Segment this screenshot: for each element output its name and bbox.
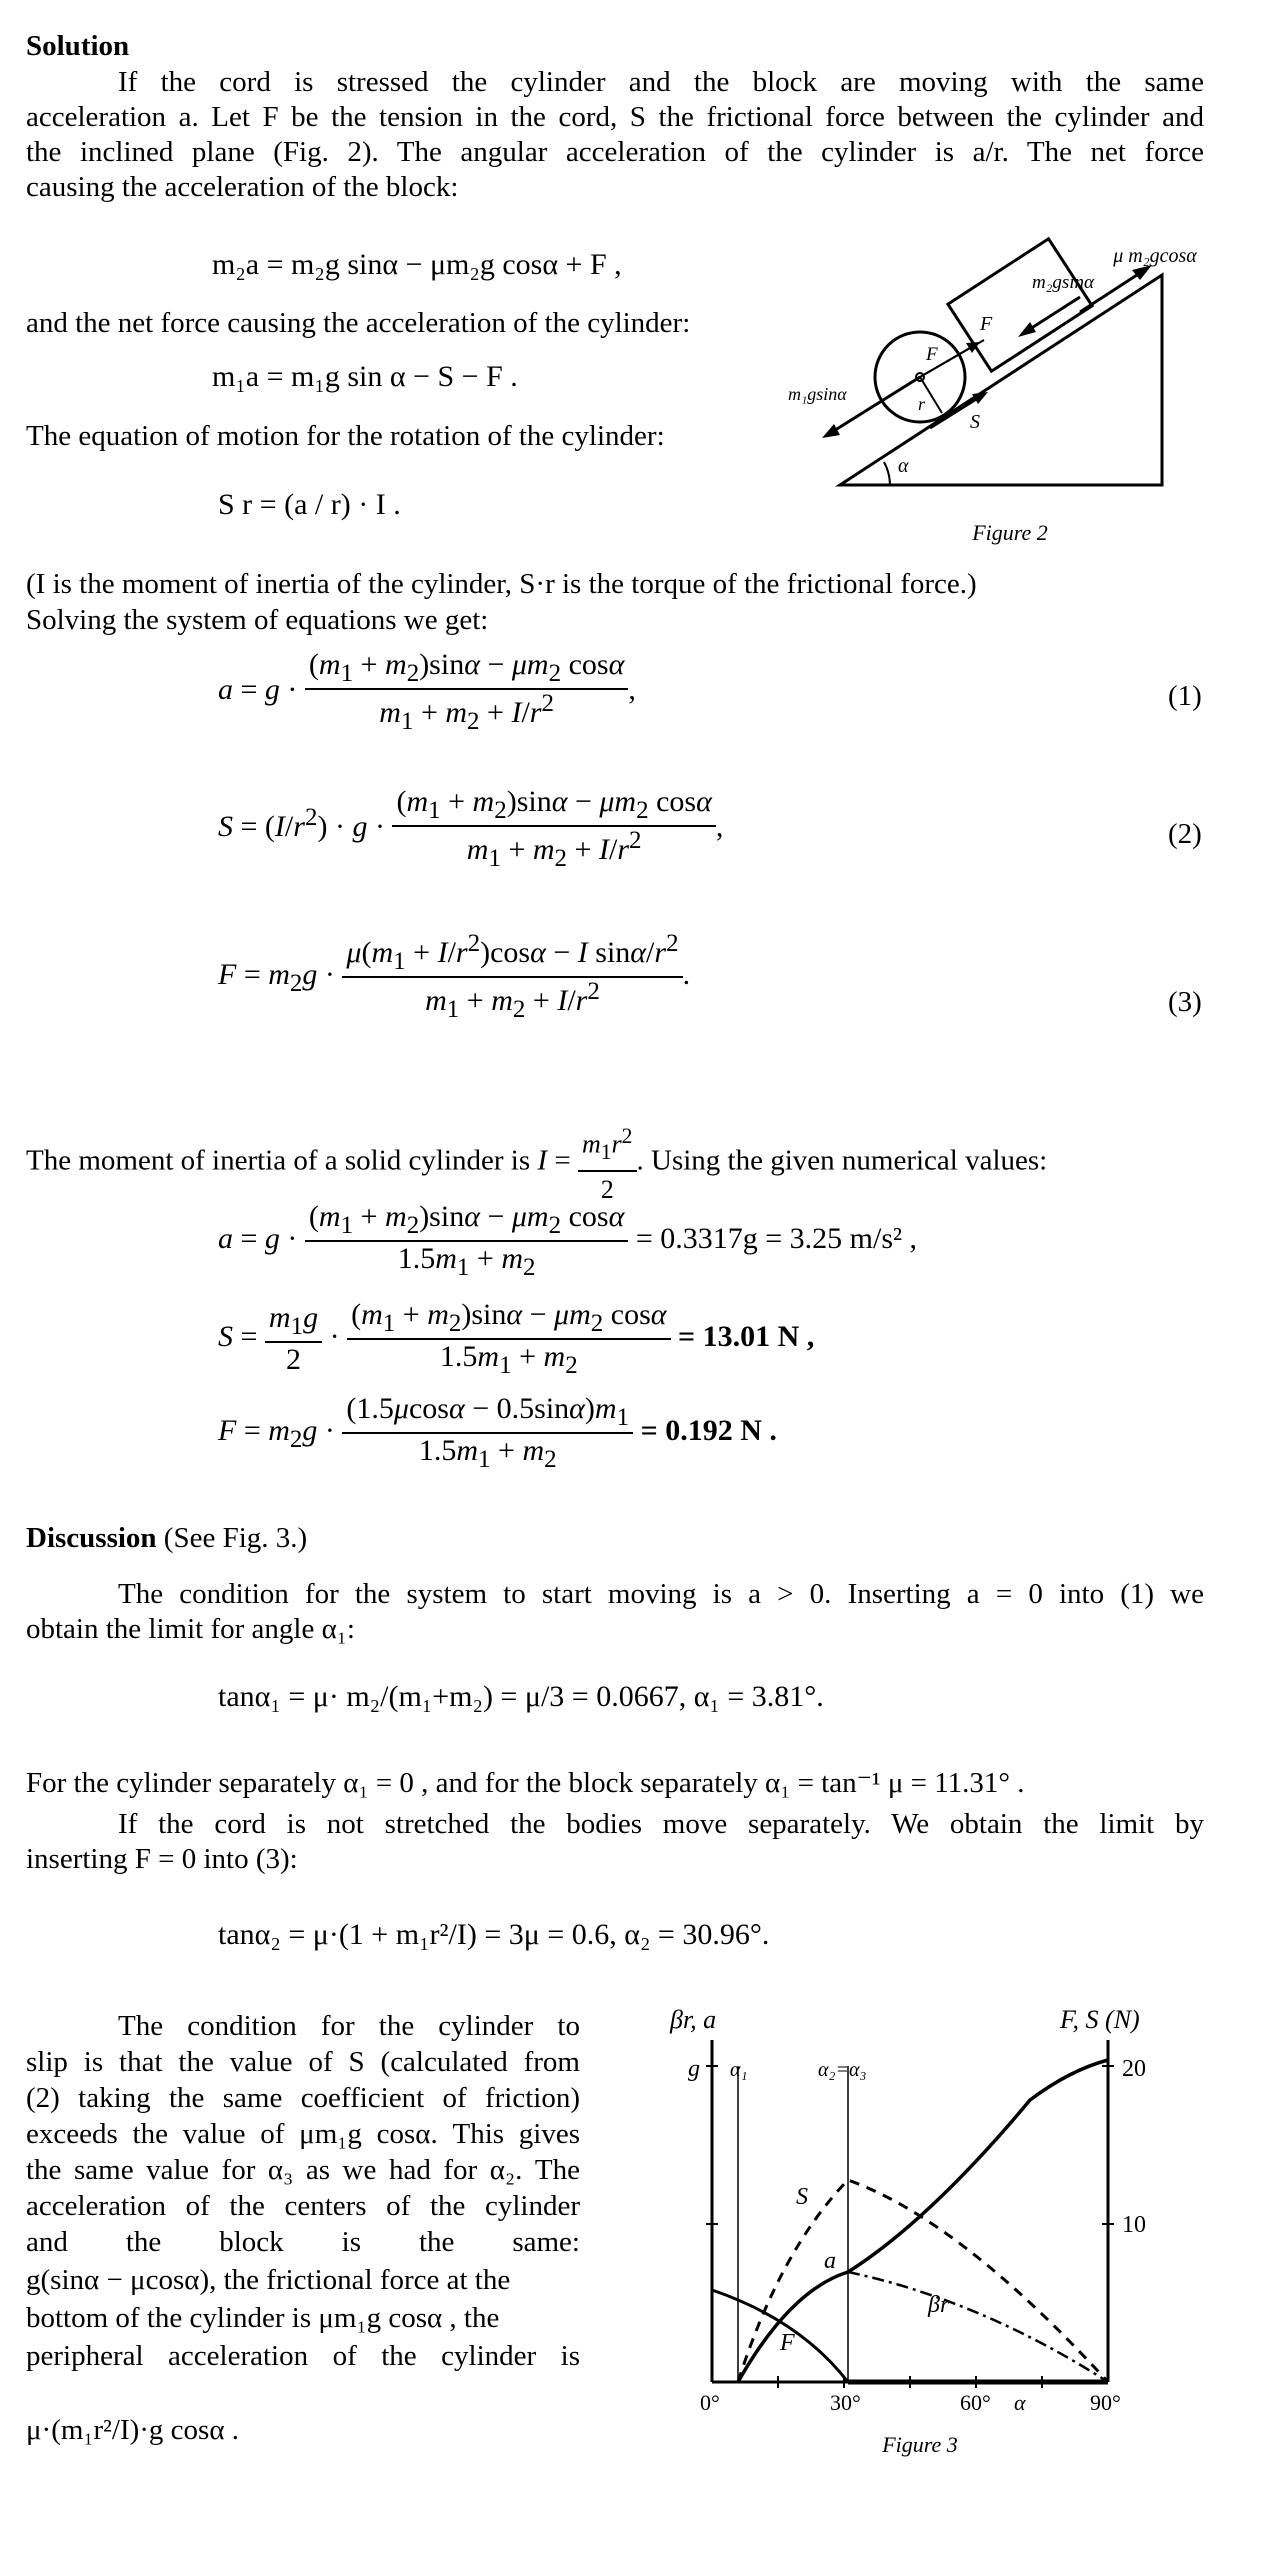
figure2-caption: Figure 2 [972,520,1048,545]
label-tension-upper: F [980,313,993,335]
equation-block-motion: m₂a = m₂g sinα − μm₂g cosα + F , [212,248,622,281]
equation-2: $S = (I/r^2) \cdot g$ · $\frac{(m_1 + m_2)\sin\alpha - \mu m_2 \cos\alpha}{m_1 + m_2 + I/r^2}$ , [218,785,724,872]
fig3-alpha1-label: α₁ [730,2059,748,2081]
figure-2 [780,200,1260,560]
fig3-label-S: S [796,2184,808,2210]
para1-line3: the inclined plane (Fig. 2). The angular acceleration of the cylinder is a/r. The net force [26,136,1204,168]
fig3-alpha23-label: α₂=α₃ [818,2059,867,2081]
label-radius: r [918,394,926,414]
cord-line1: If the cord is not stretched the bodies move separately. We obtain the limit by [118,1808,1204,1840]
fig3-left-tick-g: g [688,2056,700,2082]
equation-alpha1: tanα₁ = μ· m₂/(m₁+m₂) = μ/3 = 0.0667, α₁ = 3.81°. [218,1680,824,1713]
eq-number-3: (3) [1168,986,1202,1018]
para1-line1: If the cord is stressed the cylinder and the block are moving with the same [118,66,1204,98]
fig3-curve-beta-r [848,2272,1108,2382]
result-a-equation: a = g · $\frac{(m_1 + m_2)\sin\alpha - \mu m_2 \cos\alpha}{1.5m_1 + m_2}$ = 0.3317g = 3.25 m/s² , [218,1200,918,1281]
fig3-x-tick-30: 30° [830,2390,861,2415]
rotation-intro: The equation of motion for the rotation of the cylinder: [26,420,665,452]
figure-3 [630,1990,1210,2470]
fig3-x-tick-0: 0° [700,2390,720,2415]
solution-heading: Solution [26,30,130,62]
equation-alpha2: tanα₂ = μ·(1 + m₁r²/I) = 3μ = 0.6, α₂ = 30.96°. [218,1918,770,1951]
fig3-label-beta-r: βr [928,2292,950,2318]
cord-line2: inserting F = 0 into (3): [26,1843,298,1875]
label-tension-inner: F [926,344,938,365]
equation-rotation: S r = (a / r) · I . [218,488,401,521]
result-F-equation: $F = m_2g$ · $\frac{(1.5\mu\cos\alpha - 0.5\sin\alpha)m_1}{1.5m_1 + m_2}$ = 0.192 N . [218,1392,777,1473]
slip-line8: g(sinα − μcosα), the frictional force at the [26,2264,511,2296]
label-gravity-block: m₂gsinα [1032,272,1094,293]
equation-3: $F = m_2g$ · $\frac{\mu(m_1 + I/r^2)\cos\alpha - I \sin\alpha/r^2}{m_1 + m_2 + I/r^2}$ . [218,930,691,1023]
separately-line: For the cylinder separately α₁ = 0 , and for the block separately α₁ = tan⁻¹ μ = 11.31° . [26,1767,1025,1799]
discussion-ref: (See Fig. 3.) [163,1522,308,1554]
para1-line4: causing the acceleration of the block: [26,171,459,203]
moment-line: The moment of inertia of a solid cylinder is I = $\frac{m_1r^2}{2}$ . Using the given numerical values: [26,1118,1047,1208]
disc-line2: obtain the limit for angle α₁: [26,1613,355,1645]
equation-1: a = g · $\frac{(m_1 + m_2)\sin\alpha - \mu m_2 \cos\alpha}{m_1 + m_2 + I/r^2}$ , [218,648,636,735]
fig3-right-axis-label: F, S (N) [1060,2005,1140,2034]
label-friction-cyl: S [970,411,980,433]
slip-line5: the same value for α₃ as we had for α₂. The [26,2154,580,2186]
slip-line6: acceleration of the centers of the cylinder [26,2190,580,2222]
result-a: = 0.3317g = 3.25 m/s² , [635,1221,918,1255]
result-F: = 0.192 N . [640,1413,777,1447]
fig3-x-symbol: α [1014,2390,1026,2415]
result-S: = 13.01 N , [678,1319,815,1353]
label-gravity-cyl: m₁gsinα [788,384,847,404]
slip-line4: exceeds the value of μm₁g cosα. This gives [26,2118,580,2150]
discussion-heading: Discussion [26,1522,157,1554]
fig3-x-tick-90: 90° [1090,2390,1121,2415]
block [948,239,1092,371]
discussion-heading-line [26,1520,307,1556]
fig3-label-F: F [780,2330,795,2356]
disc-line1: The condition for the system to start moving is a > 0. Inserting a = 0 into (1) we [118,1578,1204,1610]
slip-line10: peripheral acceleration of the cylinder is [26,2340,580,2372]
para1-line2: acceleration a. Let F be the tension in the cord, S the frictional force between the cylinder and [26,101,1204,133]
cylinder-intro: and the net force causing the acceleration of the cylinder: [26,307,691,339]
slip-line3: (2) taking the same coefficient of friction) [26,2082,580,2114]
moment-text: The moment of inertia of a solid cylinder is [26,1144,531,1177]
slip-line9: bottom of the cylinder is μm₁g cosα , the [26,2302,500,2334]
slip-line7: and the block is the same: [26,2226,580,2258]
slip-line2: slip is that the value of S (calculated from [26,2046,580,2078]
label-friction-block: μ m₂gcosα [1113,245,1197,267]
eq-number-1: (1) [1168,680,1202,712]
equation-cylinder-motion: m₁a = m₁g sin α − S − F . [212,360,518,393]
moment-after-text: . Using the given numerical values: [636,1144,1048,1177]
fig3-right-tick-10: 10 [1122,2212,1146,2238]
solving-line: Solving the system of equations we get: [26,604,489,636]
fig3-left-axis-label: βr, a [670,2005,717,2034]
result-S-equation: S = $\frac{m_1g}{2}$ · $\frac{(m_1 + m_2)\sin\alpha - \mu m_2 \cos\alpha}{1.5m_1 + m_2}$ = 13.01 N , [218,1298,815,1379]
slip-line1: The condition for the cylinder to [118,2010,580,2042]
fig3-x-tick-60: 60° [960,2390,991,2415]
eq-number-2: (2) [1168,818,1202,850]
slip-line11: μ·(m₁r²/I)·g cosα . [26,2414,240,2446]
fig3-right-tick-20: 20 [1122,2056,1146,2082]
label-angle: α [898,455,909,477]
figure3-caption: Figure 3 [882,2432,958,2457]
inertia-note: (I is the moment of inertia of the cylinder, S·r is the torque of the frictional force.) [26,568,977,600]
fig3-label-a: a [824,2248,836,2274]
